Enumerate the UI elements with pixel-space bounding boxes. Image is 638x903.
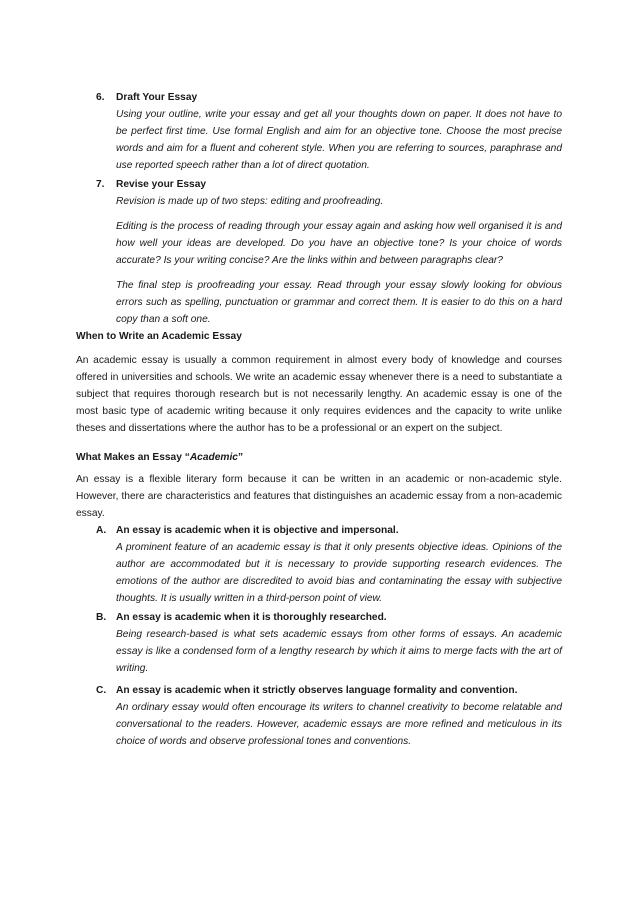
section-paragraph-when: [76, 352, 562, 437]
step-number: 6.: [96, 92, 105, 103]
criterion-title: An essay is academic when it strictly observes language formality and convention.: [116, 685, 518, 696]
section-heading-when: When to Write an Academic Essay: [76, 331, 242, 342]
paragraph-text: An essay is a flexible literary form because it can be written in an academic or non-academic style. However, there are characteristics and features that distinguishes an academic essay from a non-academic essay.: [76, 474, 562, 519]
step-body: [116, 106, 562, 174]
criterion-letter: C.: [96, 685, 107, 696]
heading-prefix: What Makes an Essay “: [76, 452, 190, 463]
step-title: Draft Your Essay: [116, 92, 198, 103]
step-draft-essay: [96, 89, 562, 174]
criterion-objective: [96, 522, 562, 607]
criterion-text: An ordinary essay would often encourage its writers to channel creativity to become relatable and conversational to the readers. However, academic essays are more refined and meticulous in its choice of words and observe professional tones and conventions.: [116, 702, 562, 747]
paragraph-text: An academic essay is usually a common requirement in almost every body of knowledge and courses offered in universities and schools. We write an academic essay whenever there is a need to substantiate a subject that requires thorough research but is not necessarily lengthy. An academic essay is one of the most basic type of academic writing because it only requires evidences and the capacity to write unlike theses and dissertations where the author has to be a professional or an expert on the subject.: [76, 355, 562, 434]
step-paragraph: Revision is made up of two steps: editing and proofreading.: [116, 196, 384, 207]
section-paragraph-what: [76, 471, 562, 522]
criterion-body: [116, 626, 562, 677]
step-paragraph: The final step is proofreading your essay. Read through your essay slowly looking for obvious errors such as spelling, punctuation or grammar and correct them. It is easier to do this on a hard copy than a soft one.: [116, 280, 562, 325]
criterion-letter: B.: [96, 612, 107, 623]
step-revise-essay: [96, 176, 562, 328]
criterion-text: Being research-based is what sets academic essays from other forms of essays. An academic essay is like a condensed form of a lengthy research by which it aims to merge facts with the art of writing.: [116, 629, 562, 674]
heading-italic: Academic: [189, 452, 238, 463]
criterion-text: A prominent feature of an academic essay is that it only presents objective ideas. Opinions of the author are accommodated but it is necessary to provide supporting research evidences. The emotions of the author are discredited to avoid bias and contaminating the essay with subjective thoughts. It is usually written in a third-person point of view.: [116, 542, 562, 604]
heading-suffix: ”: [237, 452, 244, 463]
criterion-formality: [96, 682, 562, 750]
criterion-body: [116, 699, 562, 750]
step-title: Revise your Essay: [116, 179, 207, 190]
step-body: [116, 193, 562, 328]
step-paragraph: Editing is the process of reading through your essay again and asking how well organised it is and how well your ideas are developed. Do you have an objective tone? Is your choice of words accurate? Is your writing concise? Are the links within and between paragraphs clear?: [116, 221, 562, 266]
criterion-title: An essay is academic when it is objective and impersonal.: [116, 525, 399, 536]
criterion-researched: [96, 609, 562, 677]
step-paragraph: Using your outline, write your essay and get all your thoughts down on paper. It does not have to be perfect first time. Use formal English and aim for an objective tone. Choose the most precise words and aim for a fluent and coherent style. When you are referring to sources, paraphrase and use reported speech rather than a lot of direct quotation.: [116, 109, 562, 171]
step-number: 7.: [96, 179, 105, 190]
criterion-title: An essay is academic when it is thoroughly researched.: [116, 612, 387, 623]
criterion-body: [116, 539, 562, 607]
section-heading-what: [76, 449, 562, 466]
criterion-letter: A.: [96, 525, 107, 536]
